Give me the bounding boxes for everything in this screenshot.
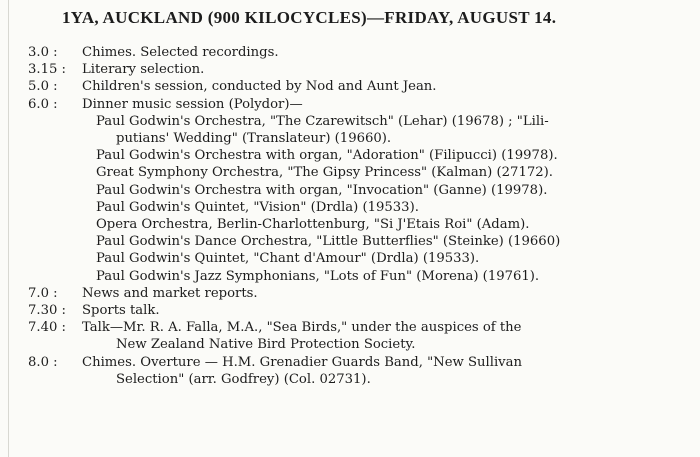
programme-line — [0, 199, 700, 217]
programme-text: putians' Wedding" (Translateur) (19660). — [116, 131, 392, 146]
programme-text: Paul Godwin's Quintet, "Vision" (Drdla) (19533). — [96, 199, 419, 215]
programme-time: 8.0 : — [28, 354, 58, 370]
programme-line — [0, 182, 700, 200]
programme-line — [0, 113, 700, 131]
programme-text: Great Symphony Orchestra, "The Gipsy Princess" (Kalman) (27172). — [96, 165, 553, 181]
programme-text: News and market reports. — [82, 285, 258, 301]
programme-time: 5.0 : — [28, 79, 58, 95]
programme-text: Opera Orchestra, Berlin-Charlottenburg, "Si J'Etais Roi" (Adam). — [96, 217, 530, 232]
programme-time: 7.30 : — [28, 303, 66, 318]
programme-line — [0, 78, 700, 96]
programme-line — [0, 147, 700, 165]
programme-line — [0, 61, 700, 79]
programme-line — [0, 44, 700, 62]
programme-line — [0, 354, 700, 372]
programme-text: Literary selection. — [82, 62, 205, 78]
programme-text: Paul Godwin's Quintet, "Chant d'Amour" (Drdla) (19533). — [96, 251, 480, 267]
programme-line — [0, 268, 700, 286]
programme-line — [0, 233, 700, 251]
programme-text: Selection" (arr. Godfrey) (Col. 02731). — [116, 371, 371, 387]
programme-text: Children's session, conducted by Nod and Aunt Jean. — [82, 79, 437, 95]
programme-text: Paul Godwin's Orchestra, "The Czarewitsch" (Lehar) (19678) ; "Lili- — [96, 113, 549, 129]
programme-time: 3.0 : — [28, 45, 58, 60]
programme-time: 3.15 : — [28, 62, 66, 78]
programme-time: 6.0 : — [28, 96, 58, 112]
programme-line — [0, 216, 700, 234]
programme-line — [0, 250, 700, 268]
programme-line — [0, 319, 700, 337]
programme-text: Paul Godwin's Orchestra with organ, "Adoration" (Filipucci) (19978). — [96, 148, 558, 164]
programme-text: Chimes. Overture — H.M. Grenadier Guards Band, "New Sullivan — [82, 354, 522, 370]
programme-line — [0, 96, 700, 114]
station-heading: 1YA, AUCKLAND (900 KILOCYCLES)—FRIDAY, AUGUST 14. — [62, 8, 557, 27]
programme-text: Dinner music session (Polydor)— — [82, 96, 303, 112]
programme-text: Sports talk. — [82, 303, 160, 318]
programme-line — [0, 130, 700, 148]
programme-line — [0, 164, 700, 182]
programme-text: New Zealand Native Bird Protection Society. — [116, 337, 416, 353]
programme-time: 7.40 : — [28, 320, 66, 336]
programme-line — [0, 285, 700, 303]
programme-time: 7.0 : — [28, 285, 58, 301]
programme-text: Chimes. Selected recordings. — [82, 45, 279, 60]
programme-text: Paul Godwin's Dance Orchestra, "Little Butterflies" (Steinke) (19660) — [96, 234, 561, 250]
programme-text: Paul Godwin's Jazz Symphonians, "Lots of Fun" (Morena) (19761). — [96, 268, 540, 284]
programme-line — [0, 371, 700, 389]
programme-line — [0, 336, 700, 354]
programme-line — [0, 302, 700, 320]
programme-text: Talk—Mr. R. A. Falla, M.A., "Sea Birds," under the auspices of the — [82, 320, 522, 336]
programme-text: Paul Godwin's Orchestra with organ, "Invocation" (Ganne) (19978). — [96, 182, 548, 198]
